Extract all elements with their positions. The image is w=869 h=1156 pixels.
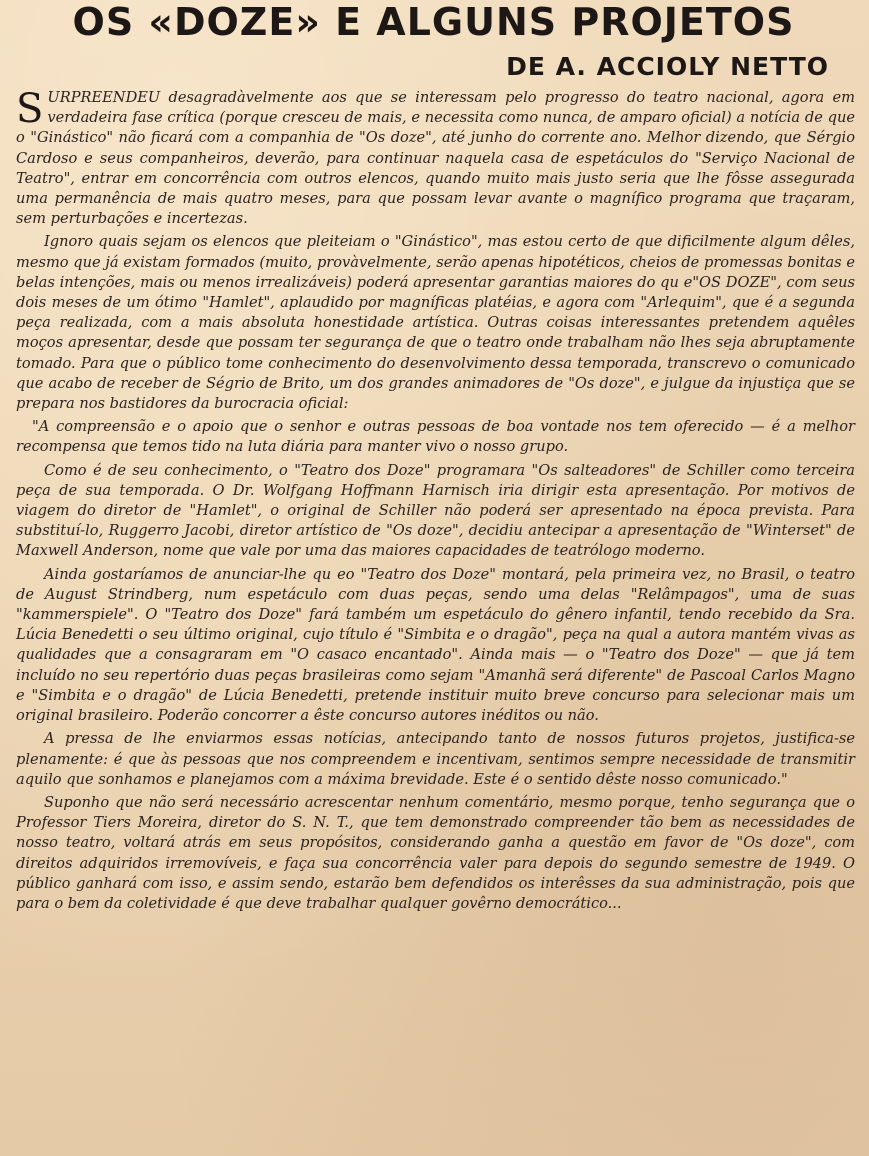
article-paragraph-2: Ignoro quais sejam os elencos que pleiteiam o "Ginástico", mas estou certo de que dificilmente algum dêles, mesmo que já existam formados (muito, provàvelmente, serão apenas hipotéticos, cheios de promessas bonitas e belas intenções, mais ou menos irrealizáveis) poderá apresentar garantias maiores do qu e"OS DOZE", com seus dois meses de um ótimo "Hamlet", aplaudido por magníficas platéias, e agora com "Arlequim", que é a segunda peça realizada, com a mais absoluta honestidade artística. Outras coisas interessantes pretendem aquêles moços apresentar, desde que possam ter segurança de que o teatro onde trabalham não lhes seja abruptamente tomado. Para que o público tome conhecimento do desenvolvimento dessa temporada, transcrevo o comunicado que acabo de receber de Ségrio de Brito, um dos grandes animadores de "Os doze", e julgue da injustiça que se prepara nos bastidores da burocracia oficial: — [16, 233, 855, 413]
quoted-communique-opening: "A compreensão e o apoio que o senhor e outras pessoas de boa vontade nos tem oferecido — é a melhor recompensa que temos tido na luta diária para manter vivo o nosso grupo. — [16, 418, 855, 456]
article-body — [8, 88, 859, 914]
drop-cap: S — [16, 86, 44, 132]
article-paragraph-6: A pressa de lhe enviarmos essas notícias, antecipando tanto de nossos futuros projetos, justifica-se plenamente: é que às pessoas que nos compreendem e incentivam, sentimos sempre necessidade de transmitir aquilo que sonhamos e planejamos com a máxima brevidade. Este é o sentido dêste nosso comunicado." — [16, 730, 855, 788]
byline: DE A. ACCIOLY NETTO — [506, 52, 829, 81]
headline: OS «DOZE» E ALGUNS PROJETOS — [72, 0, 795, 44]
article-paragraph-7: Suponho que não será necessário acrescentar nenhum comentário, mesmo porque, tenho segurança que o Professor Tiers Moreira, diretor do S. N. T., que tem demonstrado compreender tão bem as necessidades de nosso teatro, voltará atrás em seus propósitos, considerando ganha a questão em favor de "Os doze", com direitos adquiridos irremovíveis, e faça sua concorrência valer para depois do segundo semestre de 1949. O público ganhará com isso, e assim sendo, estarão bem defendidos os interêsses da sua administração, pois que para o bem da coletividade é que deve trabalhar qualquer govêrno democrático... — [16, 793, 855, 912]
paragraph-text: URPREENDEU desagradàvelmente aos que se interessam pelo progresso do teatro nacional, agora em verdadeira fase crítica (porque cresceu de mais, e necessita como nunca, de amparo oficial) a notícia de que o "Ginástico" não ficará com a companhia de "Os doze", até junho do corrente ano. Melhor dizendo, que Sérgio Cardoso e seus companheiros, deverão, para continuar naquela casa de espetáculos do "Serviço Nacional de Teatro", entrar em concorrência com outros elencos, quando muito mais justo seria que lhe fôsse assegurada uma permanência de mais quatro meses, para que possam levar avante o magnífico programa que traçaram, sem perturbações e incertezas. — [16, 89, 855, 228]
article-paragraph-4: Como é de seu conhecimento, o "Teatro dos Doze" programara "Os salteadores" de Schiller como terceira peça de sua temporada. O Dr. Wolfgang Hoffmann Harnisch iria dirigir esta apresentação. Por motivos de viagem do diretor de "Hamlet", o original de Schiller não poderá ser apresentado na época prevista. Para substituí-lo, Ruggerro Jacobi, diretor artístico de "Os doze", decidiu antecipar a apresentação de "Winterset" de Maxwell Anderson, nome que vale por uma das maiores capacidades de teatrólogo moderno. — [16, 461, 855, 560]
article-paragraph-5: Ainda gostaríamos de anunciar-lhe qu eo "Teatro dos Doze" montará, pela primeira vez, no Brasil, o teatro de August Strindberg, num espetáculo com duas peças, sendo uma delas "Relâmpagos", uma de suas "kammerspiele". O "Teatro dos Doze" fará também um espetáculo do gênero infantil, tendo recebido da Sra. Lúcia Benedetti o seu último original, cujo título é "Simbita e o dragão", peça na qual a autora mantém vivas as qualidades que a consagraram em "O casaco encantado". Ainda mais — o "Teatro dos Doze" — que já tem incluído no seu repertório duas peças brasileiras como sejam "Amanhã será diferente" de Pascoal Carlos Magno e "Simbita e o dragão" de Lúcia Benedetti, pretende instituir muito breve concurso para selecionar mais um original brasileiro. Poderão concorrer a êste concurso autores inéditos ou não. — [16, 565, 855, 725]
article-paragraph-1 — [16, 88, 855, 229]
